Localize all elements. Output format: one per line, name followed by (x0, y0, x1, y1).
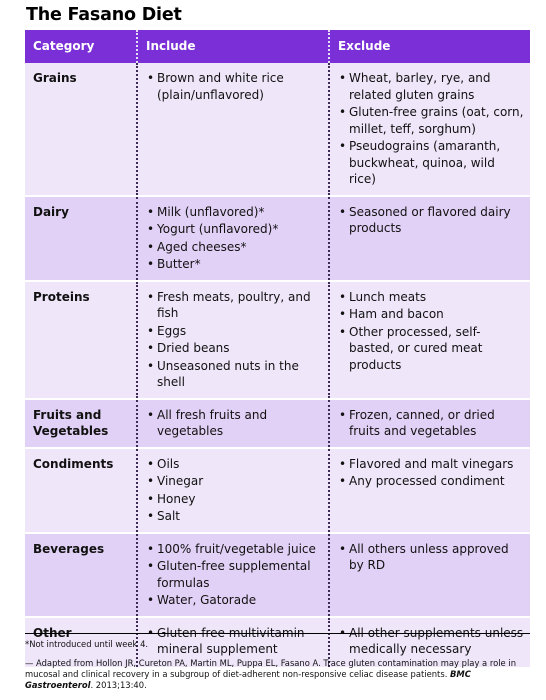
table-row (25, 448, 530, 533)
column-header-include: Include (137, 30, 329, 63)
list-item: • Milk (unflavored)* (147, 204, 322, 221)
exclude-cell (329, 196, 530, 281)
include-list (147, 204, 322, 273)
table-row (25, 281, 530, 399)
include-list (147, 541, 322, 609)
table-row (25, 196, 530, 281)
page-title: The Fasano Diet (26, 5, 182, 25)
table-body (25, 63, 530, 667)
category-cell: Proteins (25, 281, 137, 399)
list-item: • Other processed, self-basted, or cured meat products (339, 324, 524, 374)
include-list (147, 456, 322, 525)
exclude-cell (329, 533, 530, 617)
table-row (25, 533, 530, 617)
list-item: • All other supplements unless medically necessary (339, 625, 524, 658)
exclude-cell (329, 448, 530, 533)
category-cell: Condiments (25, 448, 137, 533)
list-item: • Yogurt (unflavored)* (147, 221, 322, 238)
exclude-cell (329, 63, 530, 196)
exclude-list (339, 70, 524, 188)
footnote: *Not introduced until week 4. (25, 639, 149, 649)
source-details: . 2013;13:40. (90, 680, 147, 690)
exclude-list (339, 407, 524, 440)
category-cell: Grains (25, 63, 137, 196)
category-cell: Beverages (25, 533, 137, 617)
column-header-category: Category (25, 30, 137, 63)
list-item: • Oils (147, 456, 322, 473)
source-journal: BMC Gastroenterol (25, 669, 471, 690)
include-list (147, 289, 322, 391)
list-item: • Vinegar (147, 473, 322, 490)
footer-divider (25, 633, 530, 634)
list-item: • Brown and white rice (plain/unflavored) (147, 70, 322, 103)
list-item: • Water, Gatorade (147, 592, 322, 609)
exclude-list (339, 289, 524, 374)
exclude-list (339, 625, 524, 658)
table-header (25, 30, 530, 63)
list-item: • All fresh fruits and vegetables (147, 407, 322, 440)
list-item: • Gluten-free grains (oat, corn, millet, teff, sorghum) (339, 104, 524, 137)
include-cell (137, 399, 329, 448)
list-item: • Eggs (147, 323, 322, 340)
list-item: • Fresh meats, poultry, and fish (147, 289, 322, 322)
list-item: • Seasoned or flavored dairy products (339, 204, 524, 237)
table-row (25, 63, 530, 196)
include-cell (137, 63, 329, 196)
list-item: • Unseasoned nuts in the shell (147, 358, 322, 391)
column-header-exclude: Exclude (329, 30, 530, 63)
list-item: • 100% fruit/vegetable juice (147, 541, 322, 558)
source-citation (25, 658, 530, 691)
list-item: • Dried beans (147, 340, 322, 357)
exclude-cell (329, 399, 530, 448)
list-item: • Butter* (147, 256, 322, 273)
list-item: • Salt (147, 508, 322, 525)
list-item: • Lunch meats (339, 289, 524, 306)
exclude-list (339, 204, 524, 237)
list-item: • Honey (147, 491, 322, 508)
include-cell (137, 281, 329, 399)
list-item: • Frozen, canned, or dried fruits and vegetables (339, 407, 524, 440)
source-text: — Adapted from Hollon JR, Cureton PA, Martin ML, Puppa EL, Fasano A. Trace gluten contamination may play a role in mucosal and clinical recovery in a subgroup of diet-adherent non-responsive celiac disease patients. (25, 658, 517, 679)
list-item: • Aged cheeses* (147, 239, 322, 256)
category-cell: Other (25, 617, 137, 667)
list-item: • Flavored and malt vinegars (339, 456, 524, 473)
list-item: • Wheat, barley, rye, and related gluten grains (339, 70, 524, 103)
exclude-list (339, 541, 524, 574)
category-cell: Dairy (25, 196, 137, 281)
list-item: • Pseudograins (amaranth, buckwheat, quinoa, wild rice) (339, 138, 524, 188)
include-cell (137, 448, 329, 533)
include-cell (137, 533, 329, 617)
list-item: • Gluten-free multivitamin-mineral supplement (147, 625, 322, 658)
fasano-diet-table (25, 30, 530, 667)
include-cell (137, 196, 329, 281)
list-item: • Any processed condiment (339, 473, 524, 490)
include-list (147, 407, 322, 440)
exclude-list (339, 456, 524, 490)
category-cell: Fruits and Vegetables (25, 399, 137, 448)
include-list (147, 625, 322, 658)
exclude-cell (329, 281, 530, 399)
list-item: • Ham and bacon (339, 306, 524, 323)
list-item: • All others unless approved by RD (339, 541, 524, 574)
include-list (147, 70, 322, 103)
list-item: • Gluten-free supplemental formulas (147, 558, 322, 591)
table-row (25, 399, 530, 448)
